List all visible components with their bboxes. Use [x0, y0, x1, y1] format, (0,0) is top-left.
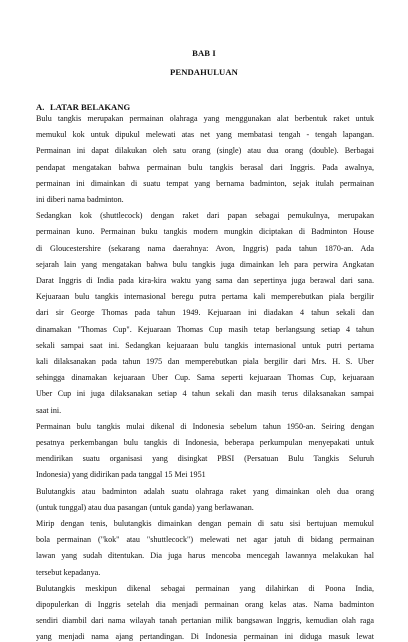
section-title: LATAR BELAKANG	[50, 102, 131, 112]
text-line: dipopulerkan di Inggris setelah dia menjadi permainan orang kelas atas. Nama badminton	[36, 600, 374, 609]
text-line: kali dilaksanakan pada tahun 1975 dan memperebutkan piala bergilir dari Mrs. H. S. Uber	[36, 357, 374, 366]
text-line: Uber Cup ini juga dilaksanakan setiap 4 tahun sekali dan masih terus dilaksanakan sampai	[36, 389, 374, 399]
text-line: di Gloucestershire (sekarang nama daerahnya: Avon, Inggris) pada tahun 1870-an. Ada	[36, 243, 374, 253]
text-line: Bulutangkis atau badminton adalah suatu olahraga raket yang dimainkan oleh dua orang	[36, 486, 374, 496]
text-line: sehingga dinamakan kejuaraan Uber Cup. Sama seperti kejuaraan Thomas Cup, kejuaraan	[36, 373, 374, 383]
text-line: sendiri diambil dari nama wilayah tanah pertanian milik bangsawan Inggris, kemudian olah raga	[36, 616, 374, 626]
text-line: lawan yang sudah ditentukan. Dia juga harus mencoba mencegah lawannya melakukan hal	[36, 551, 374, 561]
text-line: pesatnya perkembangan bulu tangkis di Indonesia, beberapa perkumpulan menyepakati untuk	[36, 438, 374, 447]
text-line: Permainan bulu tangkis mulai dikenal di Indonesia sebelum tahun 1950-an. Seiring dengan	[36, 421, 374, 431]
text-line: Permainan ini dapat dilakukan oleh satu orang (single) atau dua orang (double). Berbagai	[36, 146, 374, 156]
text-line: tersebut kepadanya.	[36, 567, 101, 577]
text-line: sejarah lain yang mengatakan bahwa bulu tangkis juga dimainkan leh para perwira Angkatan	[36, 259, 374, 269]
section-number: A.	[36, 102, 45, 112]
text-line: Kejuaraan bulu tangkis internasional beregu putra pertama kali memperebutkan piala bergilir	[36, 292, 374, 302]
section-heading	[36, 102, 130, 112]
chapter-title: PENDAHULUAN	[170, 67, 238, 77]
text-line: sekali sampai saat ini. Sedangkan kejuaraan bulu tangkis internasional untuk putri pertama	[36, 340, 374, 350]
text-line: pendapat mengatakan bahwa permainan bulu tangkis berasal dari Inggris. Pada awalnya,	[36, 162, 374, 172]
text-line: dari sir George Thomas pada tahun 1949. Kejuaraan ini diadakan 4 tahun sekali dan	[36, 308, 374, 318]
text-line: Bulutangkis meskipun dikenal sebagai permainan yang dilahirkan di Poona India,	[36, 583, 374, 593]
text-line: bola permainan ("kok" atau "shuttlecock") melewati net agar jatuh di bidang permainan	[36, 535, 374, 545]
text-line: dinamakan "Thomas Cup". Kejuaraan Thomas Cup masih tetap berlangsung setiap 4 tahun	[36, 324, 374, 334]
text-line: ini diberi nama badminton.	[36, 195, 124, 204]
text-line: (untuk tunggal) atau dua pasangan (untuk ganda) yang berlawanan.	[36, 502, 254, 512]
text-line: memukul kok untuk dipukul melewati atas net yang membatasi tengah - tengah lapangan.	[36, 130, 374, 140]
chapter-label: BAB I	[192, 48, 216, 58]
text-line: permainan ini dimainkan di suatu tempat yang bernama badminton, sejak itulah permainan	[36, 178, 374, 188]
text-line: Sedangkan kok (shuttlecock) dengan raket dari papan sebagai pemukulnya, merupakan	[36, 211, 374, 221]
text-line: saat ini.	[36, 405, 62, 415]
text-line: Mirip dengan tenis, bulutangkis dimainkan dengan pemain di satu sisi bertujuan memukul	[36, 519, 374, 528]
text-line: Bulu tangkis merupakan permainan olahraga yang menggunakan alat berbentuk raket untuk	[36, 114, 374, 123]
text-line: Indonesia) yang didirikan pada tanggal 15 Mei 1951	[36, 470, 206, 480]
text-line: yang menjadi nama ajang pertandingan. Di Indonesia permainan ini diduga masuk lewat	[36, 632, 374, 642]
text-line: mendirikan suatu organisasi yang disingkat PBSI (Persatuan Bulu Tangkis Seluruh	[36, 454, 374, 464]
text-line: permainan kuno. Permainan buku tangkis modern mungkin diciptakan di Badminton House	[36, 227, 374, 237]
text-line: Darat Inggris di India pada kira-kira waktu yang sama dan sepertinya juga berawal dari sana.	[36, 276, 374, 285]
